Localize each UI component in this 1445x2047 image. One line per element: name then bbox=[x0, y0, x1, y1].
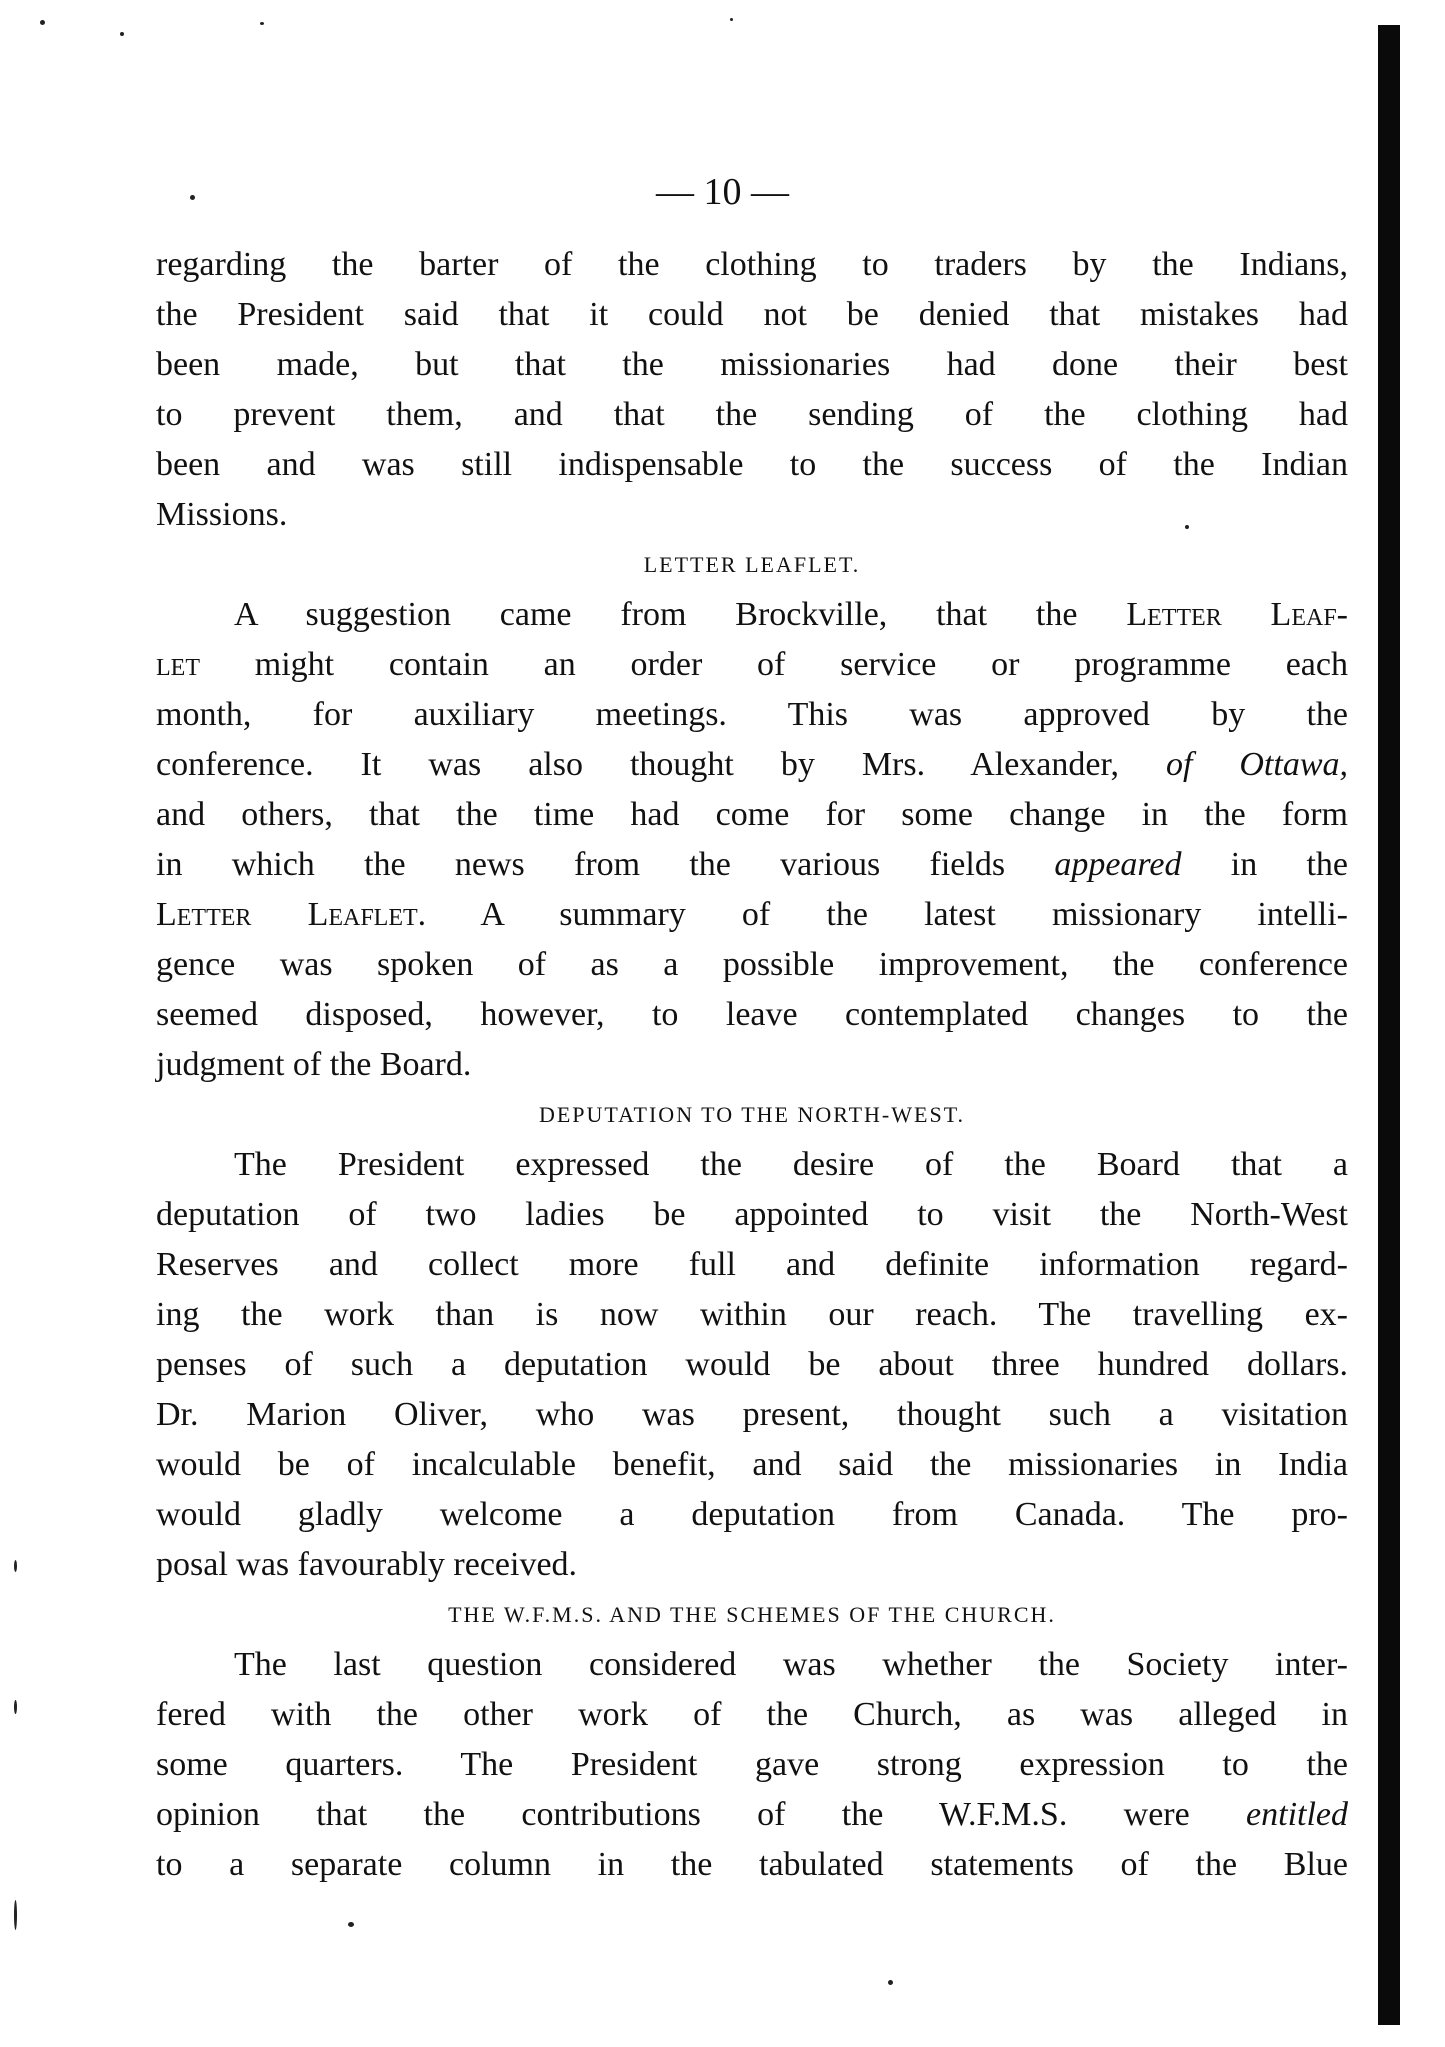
text-line: ing the work than is now within our reach. The travelling ex- bbox=[156, 1296, 1348, 1333]
scan-speck bbox=[14, 1900, 17, 1930]
text-segment: entitled bbox=[1246, 1796, 1348, 1833]
text-line: The President expressed the desire of the Board that a bbox=[234, 1146, 1348, 1183]
scan-speck bbox=[260, 22, 264, 25]
text-line bbox=[156, 640, 1348, 690]
text-line: The last question considered was whether the Society inter- bbox=[234, 1646, 1348, 1683]
text-line: regarding the barter of the clothing to traders by the Indians, bbox=[156, 246, 1348, 283]
text-line: would be of incalculable benefit, and said the missionaries in India bbox=[156, 1446, 1348, 1483]
page-edge-shadow bbox=[1378, 25, 1400, 2025]
text-line: seemed disposed, however, to leave contemplated changes to the bbox=[156, 996, 1348, 1033]
text-line bbox=[156, 590, 1348, 640]
text-segment: opinion that the contributions of the W.F.M.S. were bbox=[156, 1796, 1247, 1833]
text-segment: of Ottawa, bbox=[1165, 746, 1348, 783]
text-segment: in the bbox=[1181, 846, 1348, 883]
text-line: posal was favourably received. bbox=[156, 1546, 578, 1583]
text-line: deputation of two ladies be appointed to visit the North-West bbox=[156, 1196, 1348, 1233]
text-line bbox=[156, 740, 1348, 790]
scan-speck bbox=[40, 20, 45, 25]
text-line: gence was spoken of as a possible improvement, the conference bbox=[156, 946, 1348, 983]
scan-speck bbox=[730, 18, 733, 21]
text-segment: might contain an order of service or programme each bbox=[199, 646, 1348, 683]
text-line: and others, that the time had come for some change in the form bbox=[156, 796, 1348, 833]
text-line: Missions. bbox=[156, 496, 288, 533]
text-segment: appeared bbox=[1054, 846, 1182, 883]
text-segment: conference. It was also thought by Mrs. Alexander, bbox=[156, 746, 1166, 783]
scan-speck bbox=[888, 1980, 893, 1985]
text-line: penses of such a deputation would be about three hundred dollars. bbox=[156, 1346, 1348, 1383]
text-line bbox=[156, 890, 1348, 940]
text-segment: A summary of the latest missionary intelli- bbox=[426, 896, 1348, 933]
section-heading: DEPUTATION TO THE NORTH-WEST. bbox=[538, 1102, 966, 1127]
text-line: to a separate column in the tabulated statements of the Blue bbox=[156, 1846, 1348, 1883]
text-line bbox=[156, 1790, 1348, 1840]
text-line: some quarters. The President gave strong expression to the bbox=[156, 1746, 1348, 1783]
text-segment: Letter Leaf- bbox=[1126, 596, 1348, 633]
text-segment: A suggestion came from Brockville, that the bbox=[234, 596, 1127, 633]
text-line: Dr. Marion Oliver, who was present, thought such a visitation bbox=[156, 1396, 1348, 1433]
page-number: — 10 — bbox=[656, 171, 789, 213]
text-line: Reserves and collect more full and definite information regard- bbox=[156, 1246, 1348, 1283]
scan-speck bbox=[348, 1922, 354, 1927]
section-heading: THE W.F.M.S. AND THE SCHEMES OF THE CHURCH. bbox=[448, 1602, 1056, 1627]
scan-speck bbox=[14, 1700, 17, 1714]
text-line: been and was still indispensable to the success of the Indian bbox=[156, 446, 1348, 483]
text-line: to prevent them, and that the sending of the clothing had bbox=[156, 396, 1348, 433]
text-segment: Letter Leaflet. bbox=[156, 896, 427, 933]
text-line: been made, but that the missionaries had done their best bbox=[156, 346, 1348, 383]
body-text bbox=[156, 240, 1348, 1890]
text-line: the President said that it could not be denied that mistakes had bbox=[156, 296, 1348, 333]
text-line: fered with the other work of the Church, as was alleged in bbox=[156, 1696, 1348, 1733]
section-heading: LETTER LEAFLET. bbox=[643, 552, 861, 577]
text-line: month, for auxiliary meetings. This was approved by the bbox=[156, 696, 1348, 733]
text-segment: let bbox=[156, 646, 200, 683]
scan-speck bbox=[120, 32, 124, 36]
text-line: judgment of the Board. bbox=[156, 1046, 472, 1083]
text-line: would gladly welcome a deputation from Canada. The pro- bbox=[156, 1496, 1348, 1533]
text-line bbox=[156, 840, 1348, 890]
text-segment: in which the news from the various fields bbox=[156, 846, 1055, 883]
scan-speck bbox=[14, 1560, 17, 1572]
